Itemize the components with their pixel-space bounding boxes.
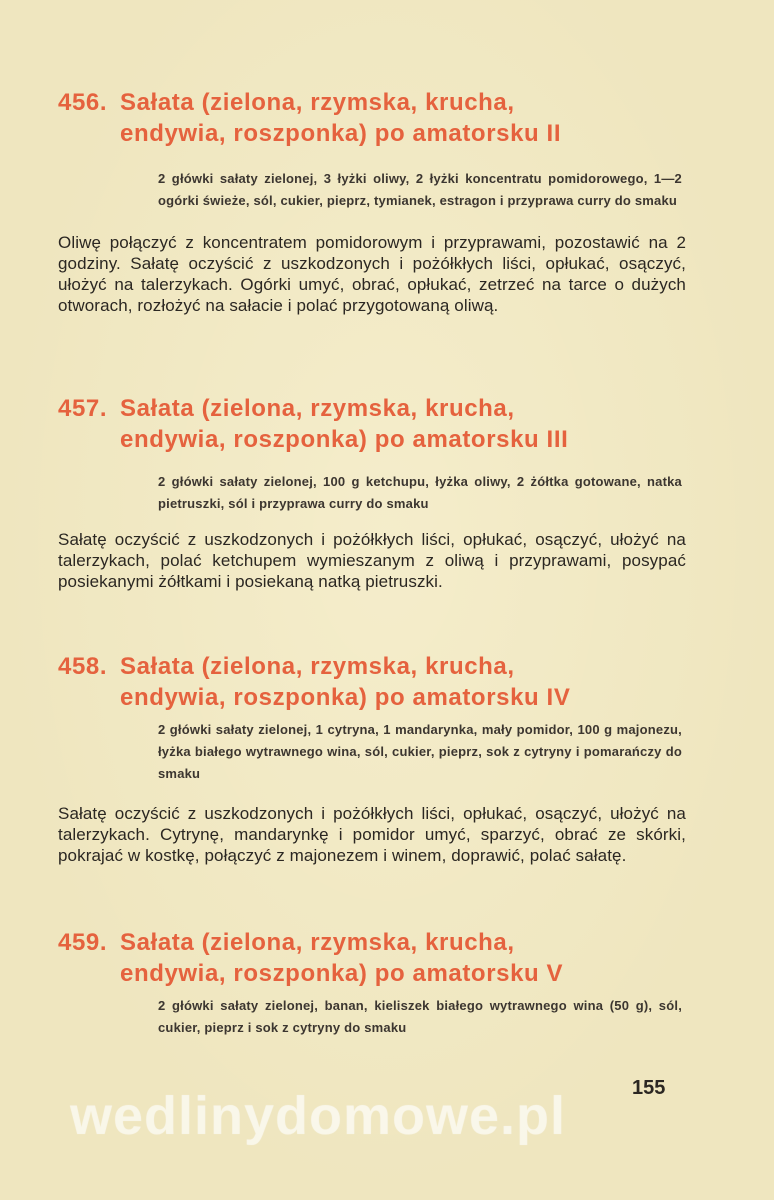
recipe-method: Oliwę połączyć z koncentratem pomidorowym i przyprawami, pozostawić na 2 godziny. Sałatę oczyścić z uszkodzonych i pożółkłych liści, opłukać, osączyć, ułożyć na talerzykach. Ogórki umyć, obrać, opłukać, zetrzeć na tarce o dużych otworach, rozłożyć na sałacie i polać przygotowaną oliwą. <box>58 233 686 315</box>
recipe-title-line-1: Sałata (zielona, rzymska, krucha, <box>120 89 515 116</box>
recipe-name <box>120 927 680 989</box>
recipe-title-line-2: endywia, roszponka) po amatorsku II <box>120 120 562 147</box>
recipe-457 <box>58 393 688 592</box>
recipe-method: Sałatę oczyścić z uszkodzonych i pożółkłych liści, opłukać, osączyć, ułożyć na talerzykach. Cytrynę, mandarynkę i pomidor umyć, sparzyć, obrać ze skórki, pokrajać w kostkę, połączyć z majonezem i winem, doprawić, polać sałatę. <box>58 804 686 865</box>
recipe-title <box>58 87 688 149</box>
recipe-title-line-1: Sałata (zielona, rzymska, krucha, <box>120 653 515 680</box>
recipe-459 <box>58 927 688 1039</box>
recipe-method: Sałatę oczyścić z uszkodzonych i pożółkłych liści, opłukać, osączyć, ułożyć na talerzykach, polać ketchupem wymieszanym z oliwą i przyprawami, posypać posiekanymi żółtkami i posiekaną natką pietruszki. <box>58 530 686 591</box>
recipe-title-line-2: endywia, roszponka) po amatorsku V <box>120 960 564 987</box>
recipe-title-line-1: Sałata (zielona, rzymska, krucha, <box>120 395 515 422</box>
recipe-name <box>120 651 680 713</box>
recipe-title-line-1: Sałata (zielona, rzymska, krucha, <box>120 929 515 956</box>
recipe-ingredients: 2 główki sałaty zielonej, 1 cytryna, 1 mandarynka, mały pomidor, 100 g majonezu, łyżka białego wytrawnego wina, sól, cukier, pieprz, sok z cytryny i pomarańczy do smaku <box>158 722 682 781</box>
recipe-ingredients: 2 główki sałaty zielonej, 3 łyżki oliwy, 2 łyżki koncentratu pomidorowego, 1—2 ogórki świeże, sól, cukier, pieprz, tymianek, estragon i przyprawa curry do smaku <box>158 171 682 208</box>
recipe-title-line-2: endywia, roszponka) po amatorsku IV <box>120 684 571 711</box>
watermark-logo: wedlinydomowe.pl <box>70 1086 567 1146</box>
recipe-ingredients: 2 główki sałaty zielonej, 100 g ketchupu, łyżka oliwy, 2 żółtka gotowane, natka pietruszki, sól i przyprawa curry do smaku <box>158 474 682 511</box>
recipe-title <box>58 651 688 713</box>
recipe-number: 459. <box>58 929 108 956</box>
recipe-number: 457. <box>58 395 108 422</box>
recipe-name <box>120 87 680 149</box>
recipe-458 <box>58 651 688 866</box>
recipe-456 <box>58 87 688 316</box>
recipe-number: 456. <box>58 89 108 116</box>
recipe-title <box>58 393 688 455</box>
recipe-title-line-2: endywia, roszponka) po amatorsku III <box>120 426 569 453</box>
recipe-name <box>120 393 680 455</box>
recipe-title <box>58 927 688 989</box>
recipe-number: 458. <box>58 653 108 680</box>
page-number: 155 <box>632 1077 666 1099</box>
recipe-ingredients: 2 główki sałaty zielonej, banan, kieliszek białego wytrawnego wina (50 g), sól, cukier, pieprz i sok z cytryny do smaku <box>158 998 682 1035</box>
